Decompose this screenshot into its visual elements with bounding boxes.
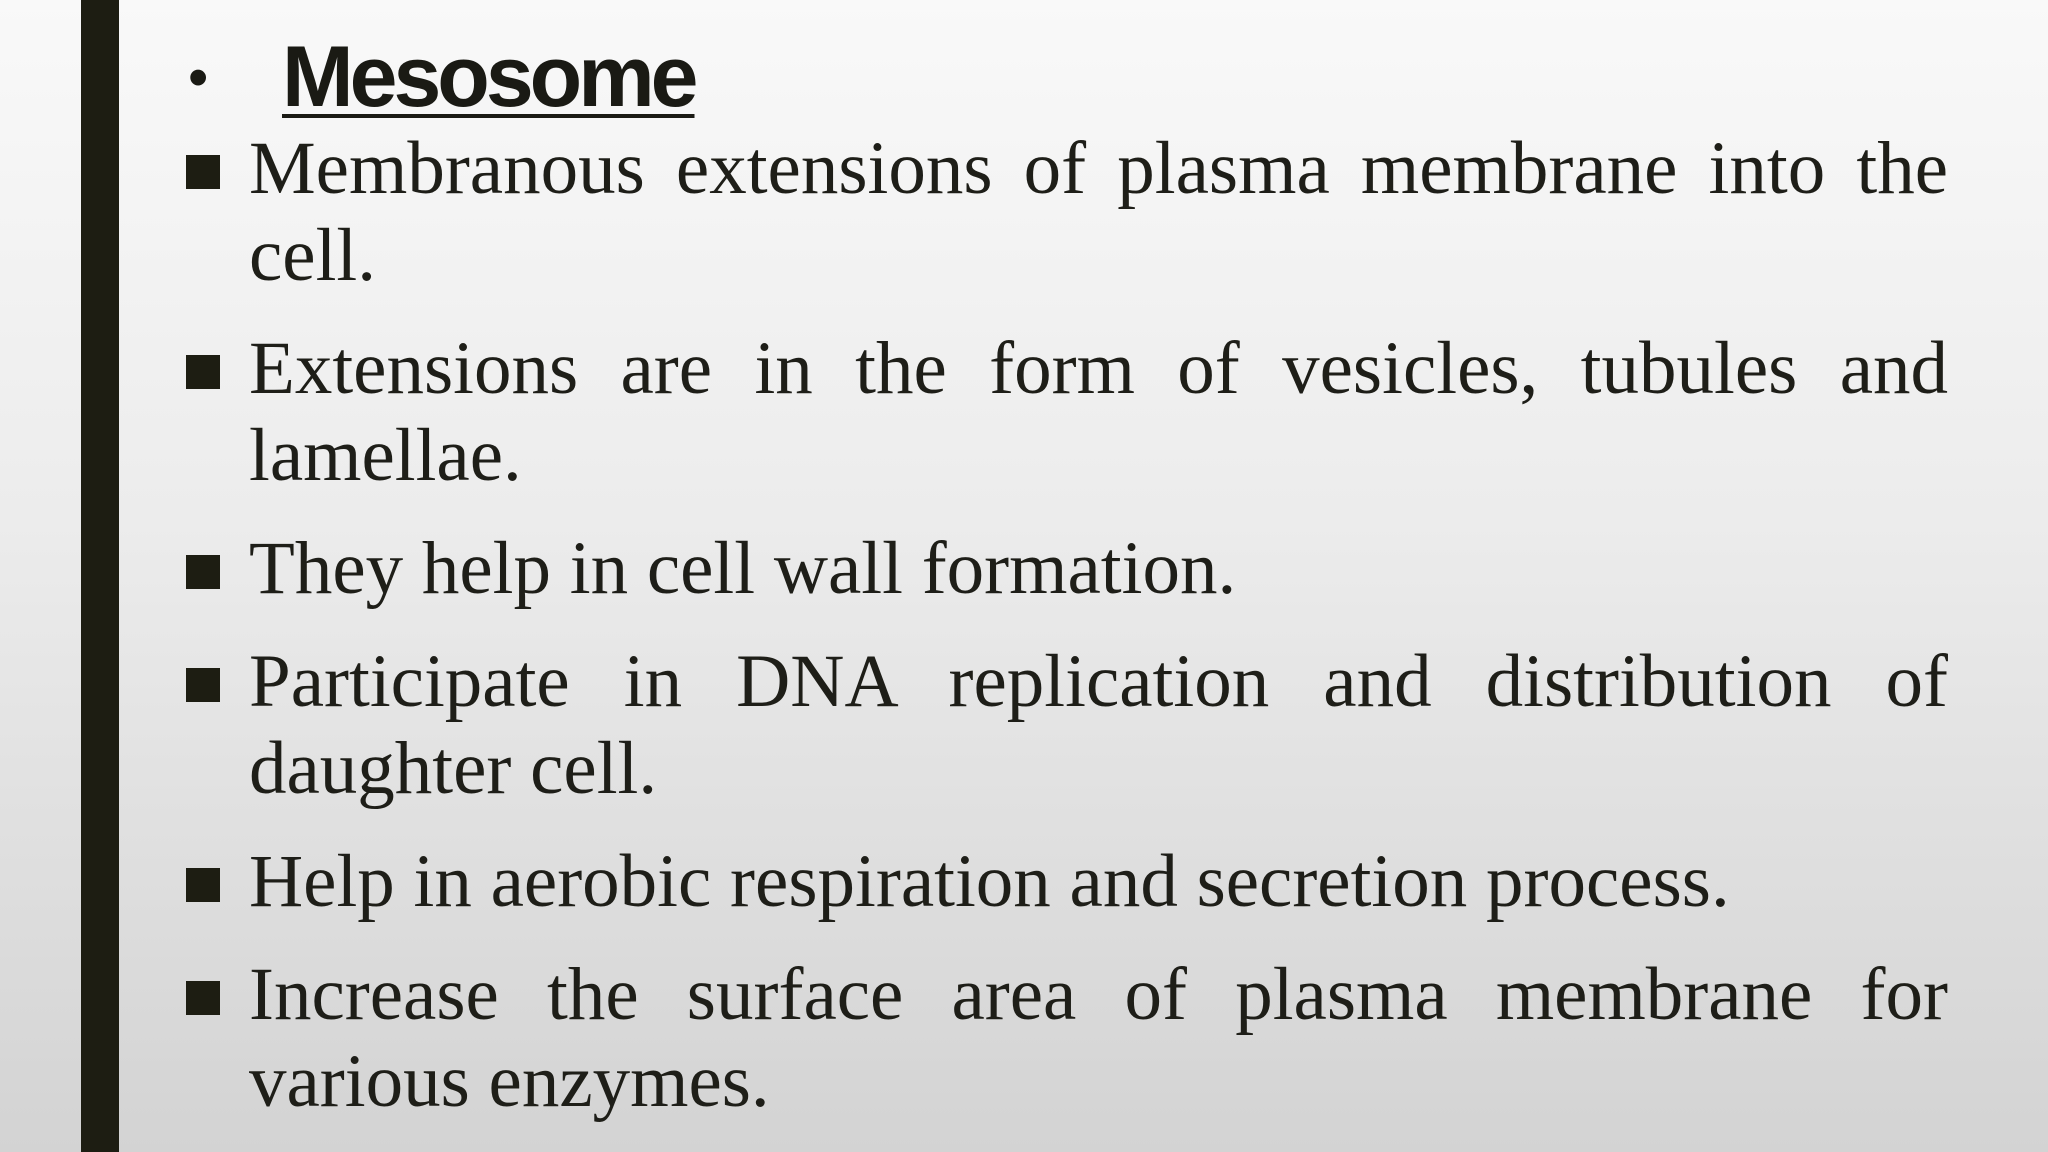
bullet-text: Membranous extensions of plasma membrane into the cell.	[249, 127, 1948, 297]
bullet-item	[186, 838, 1948, 925]
square-bullet-icon	[186, 868, 220, 902]
bullet-text: Participate in DNA replication and distribution of daughter cell.	[249, 640, 1948, 810]
square-bullet-icon	[186, 155, 220, 189]
bullet-text: Increase the surface area of plasma membrane for various enzymes.	[249, 953, 1948, 1123]
square-bullet-icon	[186, 555, 220, 589]
square-bullet-icon	[186, 668, 220, 702]
bullet-item	[186, 638, 1948, 812]
bullet-item	[186, 525, 1948, 612]
bullet-text: Help in aerobic respiration and secretion process.	[249, 840, 1730, 923]
slide-title-row	[180, 22, 695, 132]
square-bullet-icon	[186, 355, 220, 389]
slide-title: Mesosome	[282, 28, 695, 125]
bullet-item	[186, 951, 1948, 1125]
bullet-item	[186, 325, 1948, 499]
left-accent-bar	[81, 0, 119, 1152]
bullet-text: Extensions are in the form of vesicles, tubules and lamellae.	[249, 327, 1948, 497]
title-bullet-dot: •	[188, 44, 209, 110]
bullet-text: They help in cell wall formation.	[249, 527, 1237, 610]
square-bullet-icon	[186, 981, 220, 1015]
bullet-list	[186, 125, 1948, 1151]
bullet-item	[186, 125, 1948, 299]
